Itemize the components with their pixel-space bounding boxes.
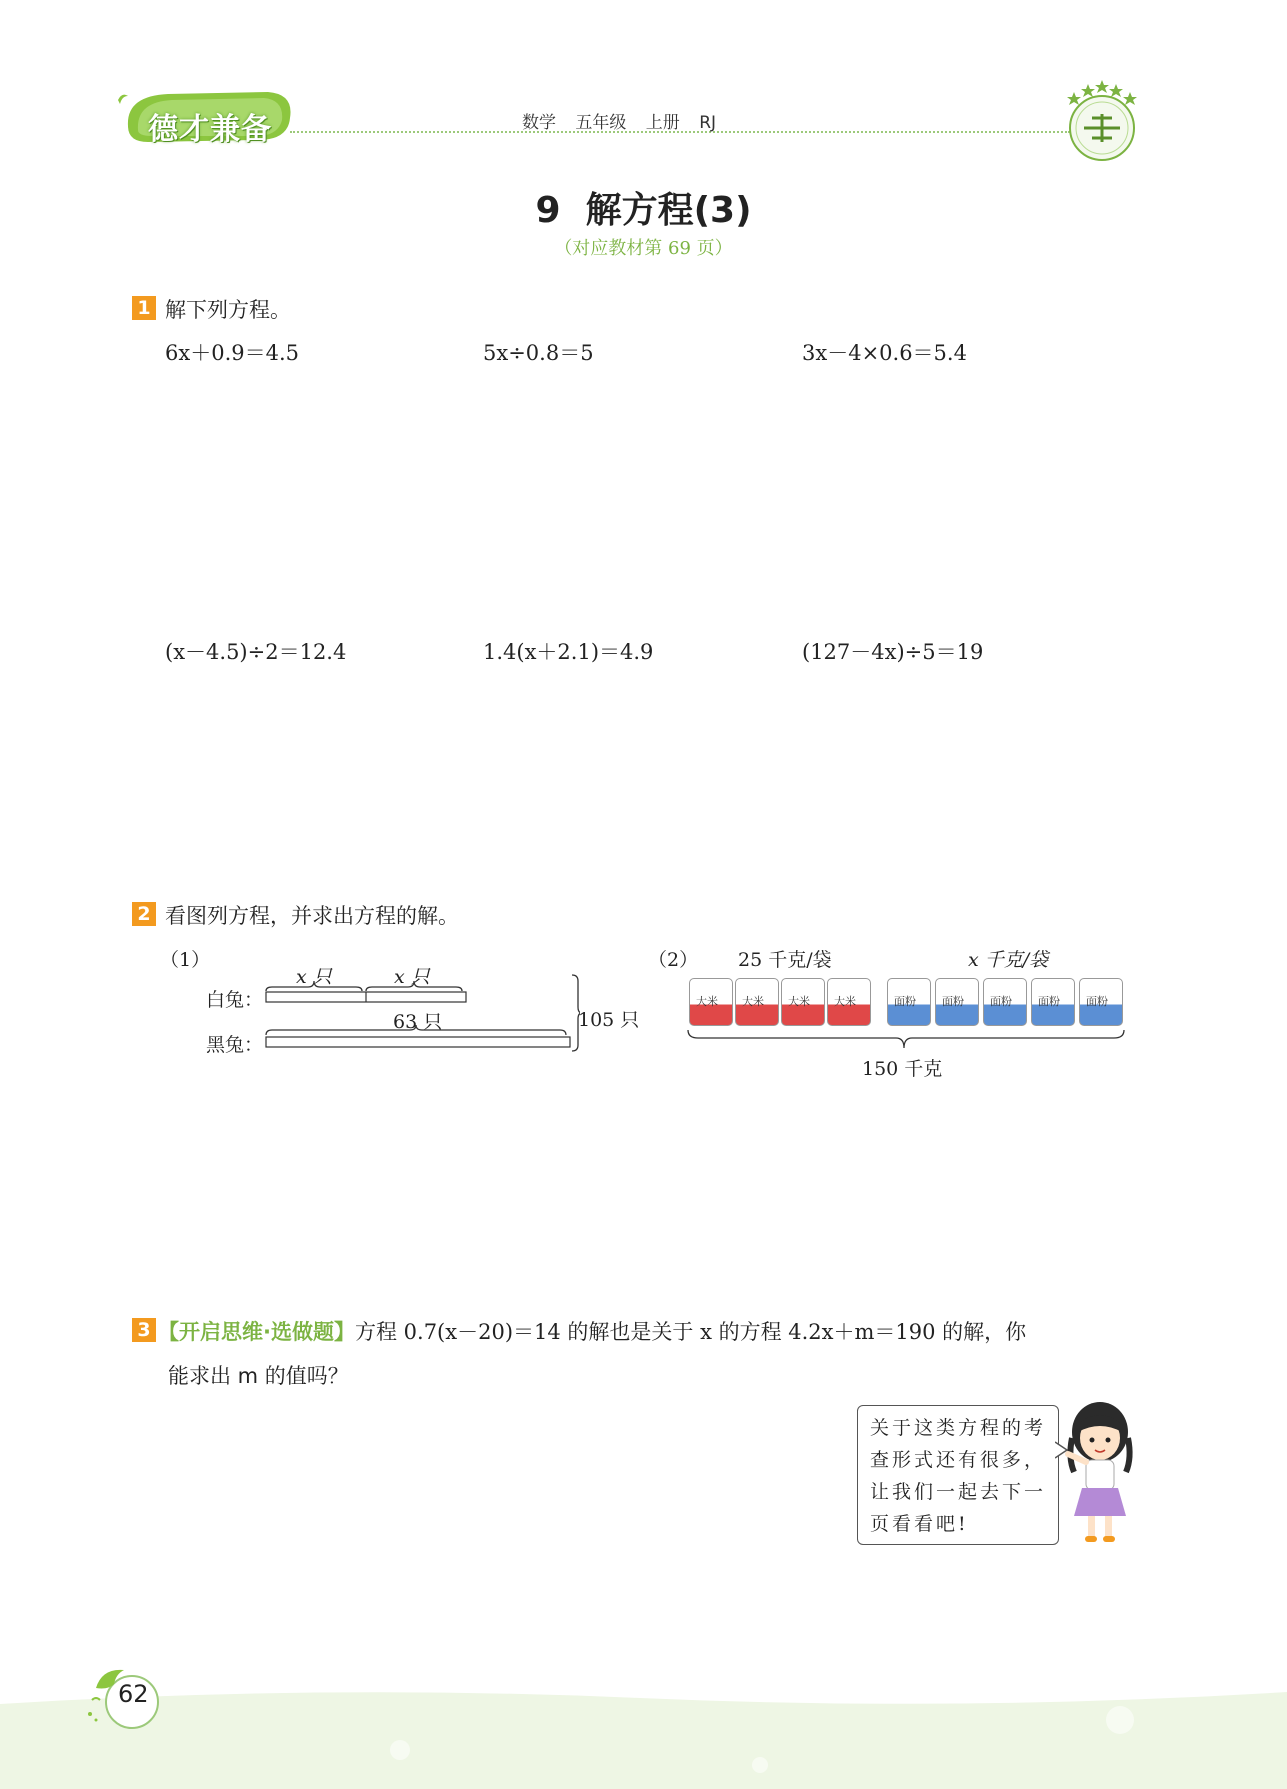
part-2-label: （2） bbox=[648, 949, 699, 971]
part-1-label: （1） bbox=[160, 949, 211, 971]
equation-1: 6x＋0.9＝4.5 bbox=[165, 341, 299, 365]
header-subject-line: 数学 五年级 上册 RJ bbox=[522, 113, 717, 133]
question-1-number: 1 bbox=[132, 296, 156, 320]
flour-bag: 面粉 bbox=[1031, 978, 1075, 1026]
rice-weight-label: 25 千克/袋 bbox=[738, 949, 832, 971]
flour-bag: 面粉 bbox=[983, 978, 1027, 1026]
question-2-number: 2 bbox=[132, 902, 156, 926]
question-2-text: 看图列方程，并求出方程的解。 bbox=[165, 904, 459, 928]
x-label-2: x 只 bbox=[394, 966, 430, 988]
extra-63-label: 63 只 bbox=[393, 1011, 443, 1033]
equation-4: (x－4.5)÷2＝12.4 bbox=[165, 640, 347, 664]
page-number: 62 bbox=[118, 1680, 149, 1708]
rice-bag: 大米 bbox=[689, 978, 733, 1026]
equation-5: 1.4(x＋2.1)＝4.9 bbox=[483, 640, 654, 664]
rice-bag: 大米 bbox=[781, 978, 825, 1026]
question-3-line-2: 能求出 m 的值吗？ bbox=[168, 1364, 349, 1388]
bags-total-brace bbox=[686, 1028, 1126, 1052]
equation-3: 3x－4×0.6＝5.4 bbox=[802, 341, 967, 365]
page-subtitle: （对应教材第 69 页） bbox=[554, 238, 733, 259]
equation-6: (127－4x)÷5＝19 bbox=[802, 640, 984, 664]
speech-bubble-text: 关于这类方程的考查形式还有很多，让我们一起去下一页看看吧! bbox=[870, 1417, 1047, 1535]
bags-row bbox=[689, 978, 1129, 1026]
flour-weight-label: x 千克/袋 bbox=[968, 949, 1049, 971]
rice-bag: 大米 bbox=[735, 978, 779, 1026]
rice-bag: 大米 bbox=[827, 978, 871, 1026]
flour-bag: 面粉 bbox=[1079, 978, 1123, 1026]
rabbit-line-diagram bbox=[260, 965, 580, 1055]
equation-2: 5x÷0.8＝5 bbox=[483, 341, 594, 365]
footer-band bbox=[0, 1680, 1287, 1789]
bags-total-label: 150 千克 bbox=[862, 1058, 943, 1080]
x-label-1: x 只 bbox=[296, 966, 332, 988]
teacher-seal-icon bbox=[1062, 78, 1142, 166]
page-title: 9 解方程(3) bbox=[535, 190, 752, 231]
question-3-text-1: 方程 0.7(x－20)＝14 的解也是关于 x 的方程 4.2x＋m＝190 的解，你 bbox=[354, 1320, 1027, 1344]
logo-text: 德才兼备 bbox=[148, 112, 272, 147]
flour-bag: 面粉 bbox=[887, 978, 931, 1026]
question-3-tag: 【开启思维·选做题】 bbox=[158, 1320, 355, 1344]
question-3-number: 3 bbox=[132, 1318, 156, 1342]
flour-bag: 面粉 bbox=[935, 978, 979, 1026]
white-rabbit-label: 白兔： bbox=[206, 989, 264, 1011]
total-105-label: 105 只 bbox=[578, 1009, 640, 1031]
black-rabbit-label: 黑兔： bbox=[206, 1034, 264, 1056]
question-1-text: 解下列方程。 bbox=[165, 298, 291, 322]
girl-illustration bbox=[1058, 1398, 1140, 1548]
question-3-line-1 bbox=[158, 1316, 1026, 1346]
